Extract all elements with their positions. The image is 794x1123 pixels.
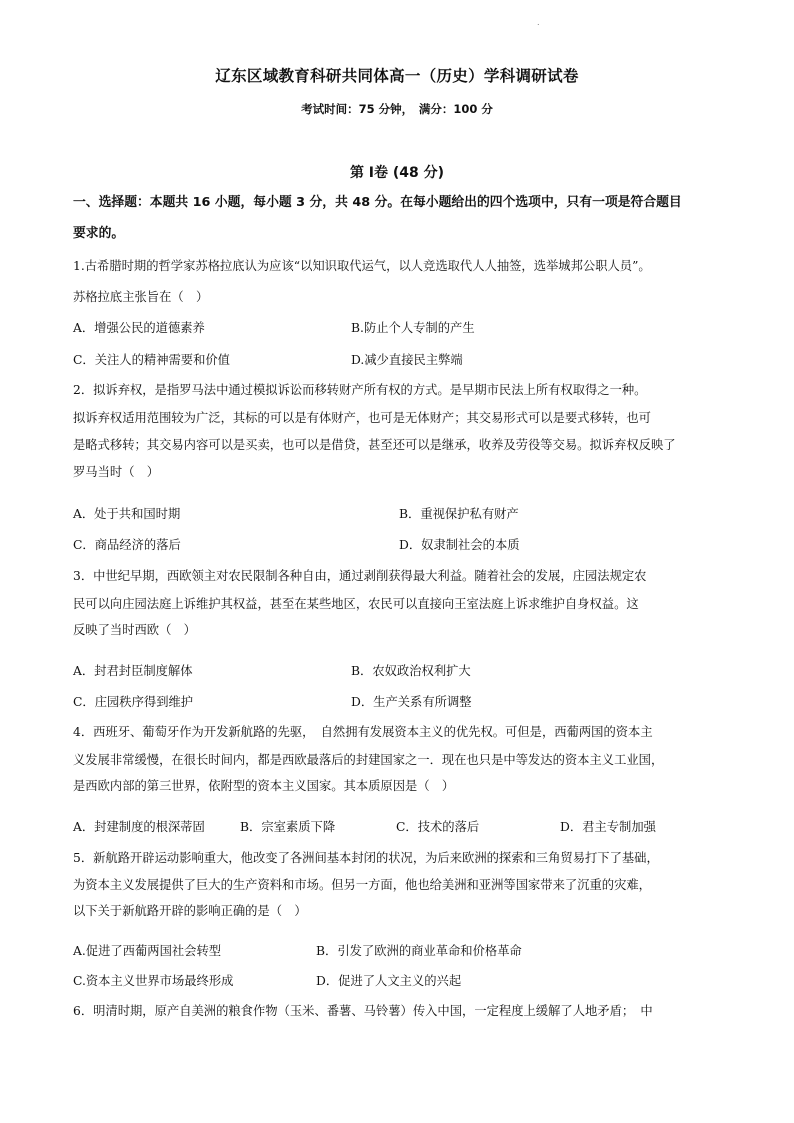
volume-heading: 第 Ⅰ卷 (48 分) [349, 165, 445, 181]
question-text-line: 罗马当时（ ） [73, 465, 160, 479]
question-text-line: 是略式移转；其交易内容可以是买卖，也可以是借贷，甚至还可以是继承，收养及劳役等交易。拟诉弃权反映了 [73, 438, 676, 452]
option-c: C．商品经济的落后 [73, 538, 181, 552]
option-b: B．引发了欧洲的商业革命和价格革命 [316, 944, 522, 958]
option-d: D.减少直接民主弊端 [351, 353, 463, 367]
instruction-line-1: 一、选择题：本题共 16 小题，每小题 3 分，共 48 分。在每小题给出的四个选项中，只有一项是符合题目 [73, 195, 682, 210]
option-d: D．奴隶制社会的本质 [399, 538, 520, 552]
option-c: C．技术的落后 [396, 820, 480, 834]
option-a: A.促进了西葡两国社会转型 [73, 944, 222, 958]
question-text-line: 民可以向庄园法庭上诉维护其权益，甚至在某些地区，农民可以直接向王室法庭上诉求维护自身权益。这 [73, 597, 639, 611]
option-d: D．君主专制加强 [560, 820, 656, 834]
option-b: B.防止个人专制的产生 [351, 321, 475, 335]
question-text-line: 为资本主义发展提供了巨大的生产资料和市场。但另一方面，他也给美洲和亚洲等国家带来了沉重的灾难， [73, 878, 651, 892]
corner-dot: . [537, 18, 540, 27]
question-text-line: 以下关于新航路开辟的影响正确的是（ ） [73, 904, 307, 918]
option-b: B．农奴政治权利扩大 [351, 664, 471, 678]
option-c: C．关注人的精神需要和价值 [73, 353, 230, 367]
question-text-line: 2．拟诉弃权，是指罗马法中通过模拟诉讼而移转财产所有权的方式。是早期市民法上所有权取得之一种。 [73, 383, 647, 397]
question-text-line: 拟诉弃权适用范围较为广泛，其标的可以是有体财产，也可是无体财产；其交易形式可以是要式移转，也可 [73, 411, 651, 425]
instruction-line-2: 要求的。 [73, 226, 125, 241]
question-text-line: 是西欧内部的第三世界，依附型的资本主义国家。其本质原因是（ ） [73, 779, 455, 793]
option-a: A．封建制度的根深蒂固 [73, 820, 205, 834]
option-c: C.资本主义世界市场最终形成 [73, 974, 234, 988]
option-c: C．庄园秩序得到维护 [73, 695, 194, 709]
exam-info: 考试时间：75 分钟， 满分：100 分 [301, 102, 493, 116]
option-a: A．处于共和国时期 [73, 507, 181, 521]
option-a: A．增强公民的道德素养 [73, 321, 205, 335]
option-d: D．促进了人文主义的兴起 [316, 974, 462, 988]
option-b: B．宗室素质下降 [240, 820, 336, 834]
question-text-line: 1.古希腊时期的哲学家苏格拉底认为应该“以知识取代运气，以人竞选取代人人抽签，选举城邦公职人员”。 [73, 259, 651, 273]
question-text-line: 反映了当时西欧（ ） [73, 623, 196, 637]
question-text-line: 5．新航路开辟运动影响重大，他改变了各洲间基本封闭的状况，为后来欧洲的探索和三角贸易打下了基础， [73, 851, 659, 865]
question-text-line: 义发展非常缓慢，在很长时间内，都是西欧最落后的封建国家之一．现在也只是中等发达的资本主义工业国， [73, 753, 664, 767]
option-a: A．封君封臣制度解体 [73, 664, 193, 678]
question-text-line: 6．明清时期，原产自美洲的粮食作物（玉米、番薯、马铃薯）传入中国，一定程度上缓解了人地矛盾； 中 [73, 1004, 653, 1018]
page-title: 辽东区域教育科研共同体高一（历史）学科调研试卷 [215, 67, 579, 85]
option-b: B．重视保护私有财产 [399, 507, 519, 521]
question-text-line: 3．中世纪早期，西欧领主对农民限制各种自由，通过剥削获得最大利益。随着社会的发展，庄园法规定农 [73, 569, 647, 583]
option-d: D．生产关系有所调整 [351, 695, 472, 709]
question-text-line: 苏格拉底主张旨在（ ） [73, 290, 209, 304]
question-text-line: 4．西班牙、葡萄牙作为开发新航路的先驱， 自然拥有发展资本主义的优先权。可但是，西葡两国的资本主 [73, 725, 653, 739]
